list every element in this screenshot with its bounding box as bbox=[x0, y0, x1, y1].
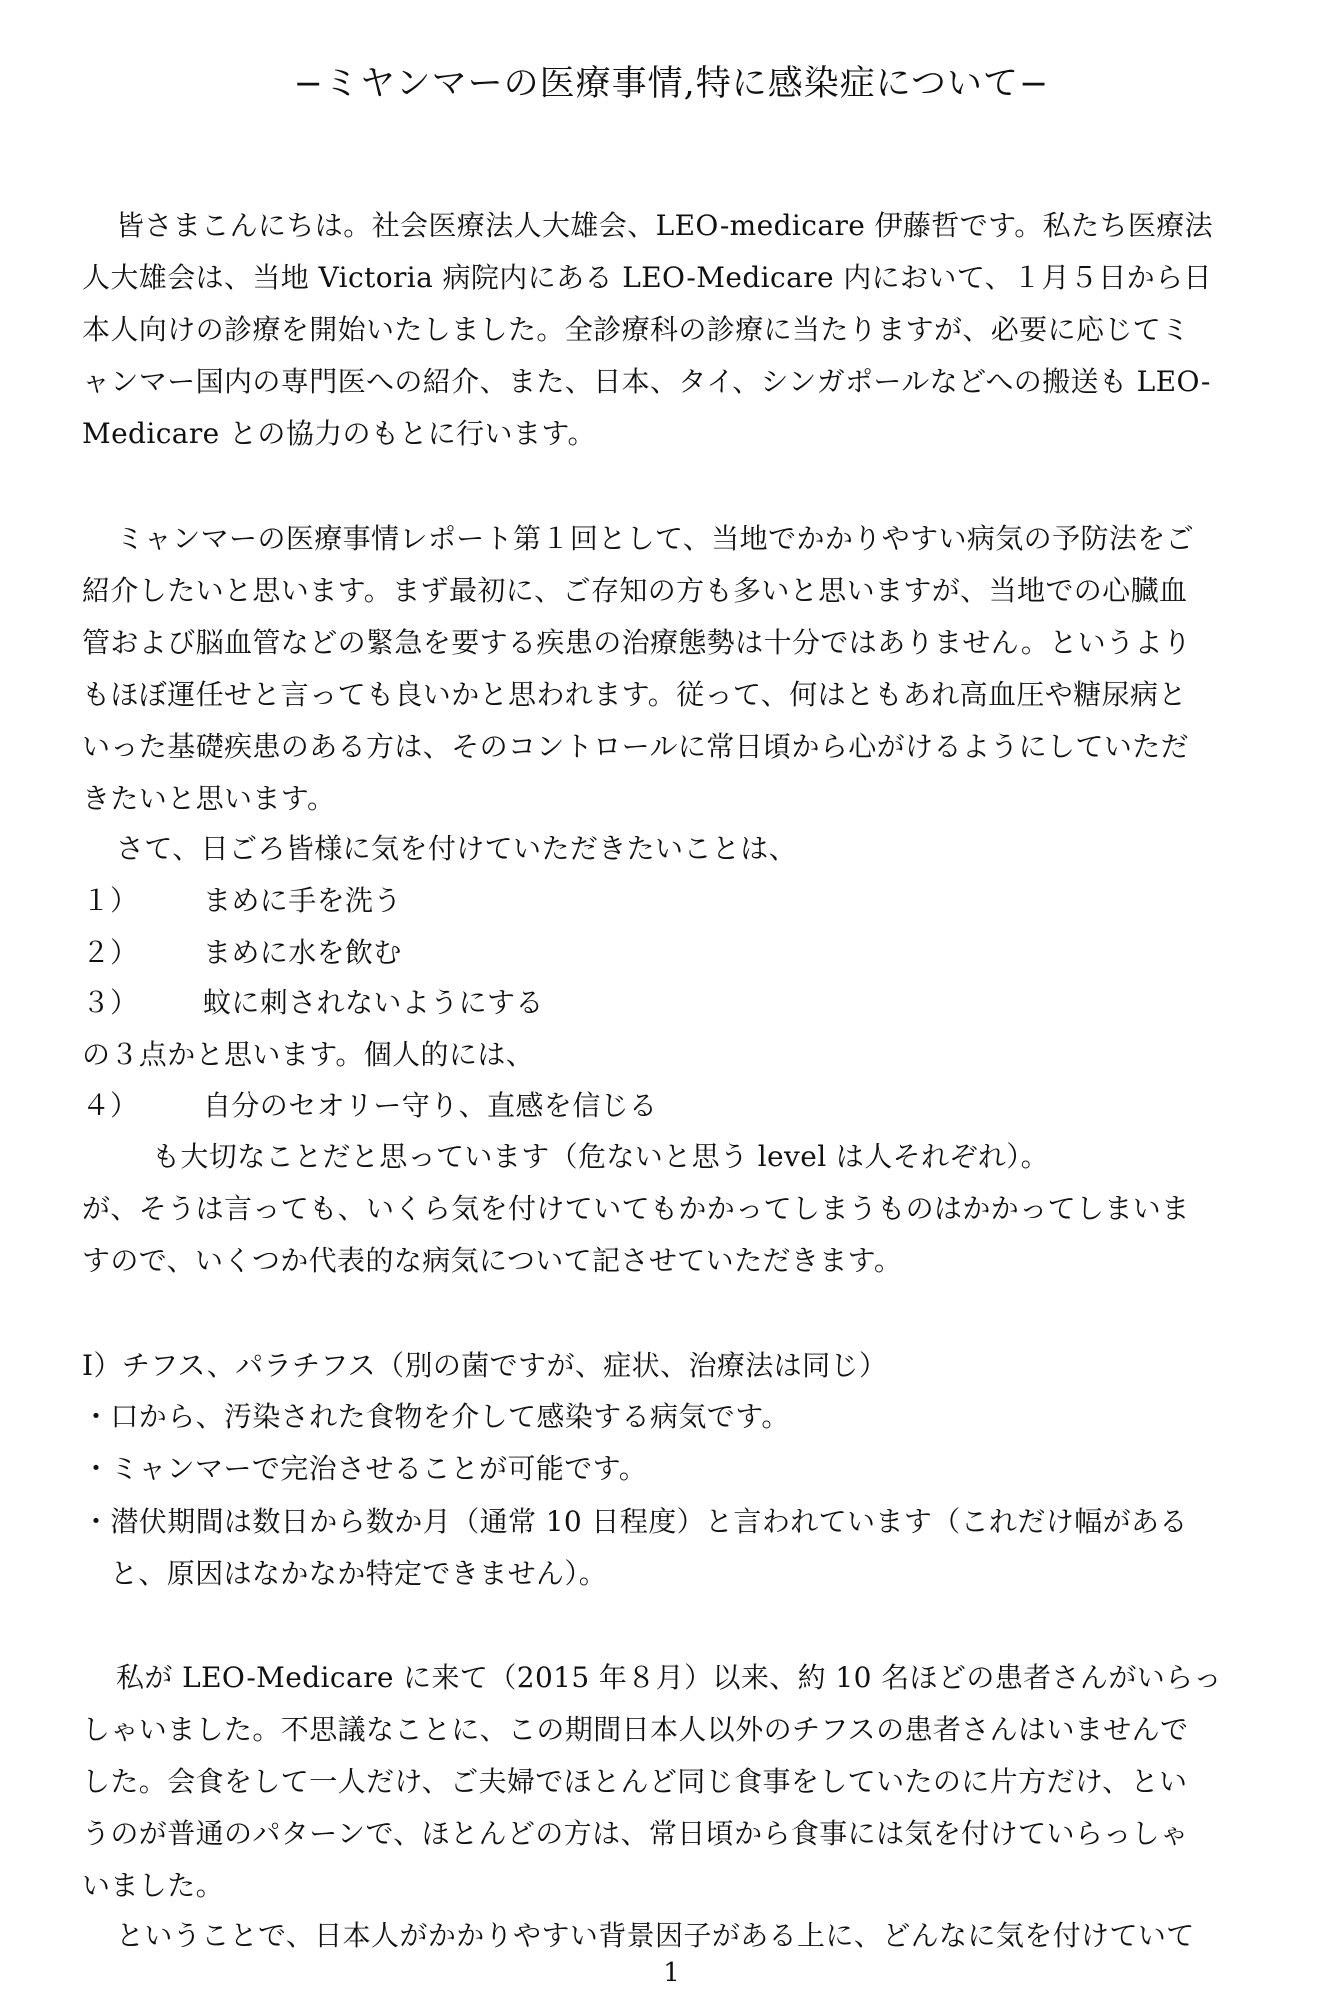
section-bullet: ・口から、汚染された食物を介して感染する病気です。 bbox=[82, 1400, 790, 1433]
tip-text: まめに水を飲む bbox=[203, 936, 402, 969]
tip-number: ４） bbox=[82, 1089, 139, 1122]
experience-line: いました。 bbox=[82, 1869, 225, 1902]
report-line: もほぼ運任せと言っても良いかと思われます。従って、何はともあれ高血圧や糖尿病と bbox=[82, 678, 1187, 711]
intro-line: Medicare との協力のもとに行います。 bbox=[82, 417, 596, 450]
report-line: きたいと思います。 bbox=[82, 782, 336, 815]
closing-line: が、そうは言っても、いくら気を付けていてもかかってしまうものはかかってしまいま bbox=[82, 1192, 1190, 1225]
section-bullet: ・ミャンマーで完治させることが可能です。 bbox=[82, 1452, 648, 1485]
closing-line: すので、いくつか代表的な病気について記させていただきます。 bbox=[82, 1244, 903, 1277]
report-line: 管および脳血管などの緊急を要する疾患の治療態勢は十分ではありません。というより bbox=[82, 626, 1192, 659]
experience-line: しゃいました。不思議なことに、この期間日本人以外のチフスの患者さんはいませんで bbox=[82, 1713, 1189, 1746]
last-line: ということで、日本人がかかりやすい背景因子がある上に、どんなに気を付けていて bbox=[116, 1919, 1195, 1952]
tips-summary: の３点かと思います。個人的には、 bbox=[82, 1038, 535, 1071]
tip-number: ３） bbox=[82, 986, 139, 1019]
report-line: 紹介したいと思います。まず最初に、ご存知の方も多いと思いますが、当地での心臓血 bbox=[82, 574, 1188, 607]
intro-line: ャンマー国内の専門医への紹介、また、日本、タイ、シンガポールなどへの搬送も LEO- bbox=[82, 365, 1211, 398]
tip-number: １） bbox=[82, 884, 139, 917]
tips-intro: さて、日ごろ皆様に気を付けていただきたいことは、 bbox=[116, 832, 798, 865]
tip4-note: も大切なことだと思っています（危ないと思う level は人それぞれ）。 bbox=[152, 1140, 1050, 1173]
report-line: ミャンマーの医療事情レポート第１回として、当地でかかりやすい病気の予防法をご bbox=[116, 522, 1195, 555]
tip-text: 自分のセオリー守り、直感を信じる bbox=[203, 1089, 658, 1122]
intro-line: 人大雄会は、当地 Victoria 病院内にある LEO-Medicare 内において、１月５日から日 bbox=[82, 261, 1212, 294]
intro-line: 皆さまこんにちは。社会医療法人大雄会、LEO-medicare 伊藤哲です。私たち医療法 bbox=[116, 209, 1214, 242]
experience-line: した。会食をして一人だけ、ご夫婦でほとんど同じ食事をしていたのに片方だけ、とい bbox=[82, 1765, 1188, 1798]
intro-line: 本人向けの診療を開始いたしました。全診療科の診療に当たりますが、必要に応じてミ bbox=[82, 313, 1190, 346]
section-bullet: ・潜伏期間は数日から数か月（通常 10 日程度）と言われています（これだけ幅がある bbox=[82, 1505, 1188, 1538]
document-title: −ミヤンマーの医療事情,特に感染症について− bbox=[293, 64, 1050, 104]
page-number: 1 bbox=[663, 1958, 680, 1988]
experience-line: 私が LEO-Medicare に来て（2015 年８月）以来、約 10 名ほどの患者さんがいらっ bbox=[116, 1661, 1222, 1694]
experience-line: うのが普通のパターンで、ほとんどの方は、常日頃から食事には気を付けていらっしゃ bbox=[82, 1817, 1189, 1850]
section-bullet-continuation: と、原因はなかなか特定できません）。 bbox=[110, 1557, 608, 1590]
section-heading: I）チフス、パラチフス（別の菌ですが、症状、治療法は同じ） bbox=[82, 1349, 888, 1382]
tip-text: 蚊に刺されないようにする bbox=[203, 986, 544, 1019]
report-line: いった基礎疾患のある方は、そのコントロールに常日頃から心がけるようにしていただ bbox=[82, 730, 1190, 763]
tip-text: まめに手を洗う bbox=[203, 884, 402, 917]
tip-number: ２） bbox=[82, 936, 139, 969]
